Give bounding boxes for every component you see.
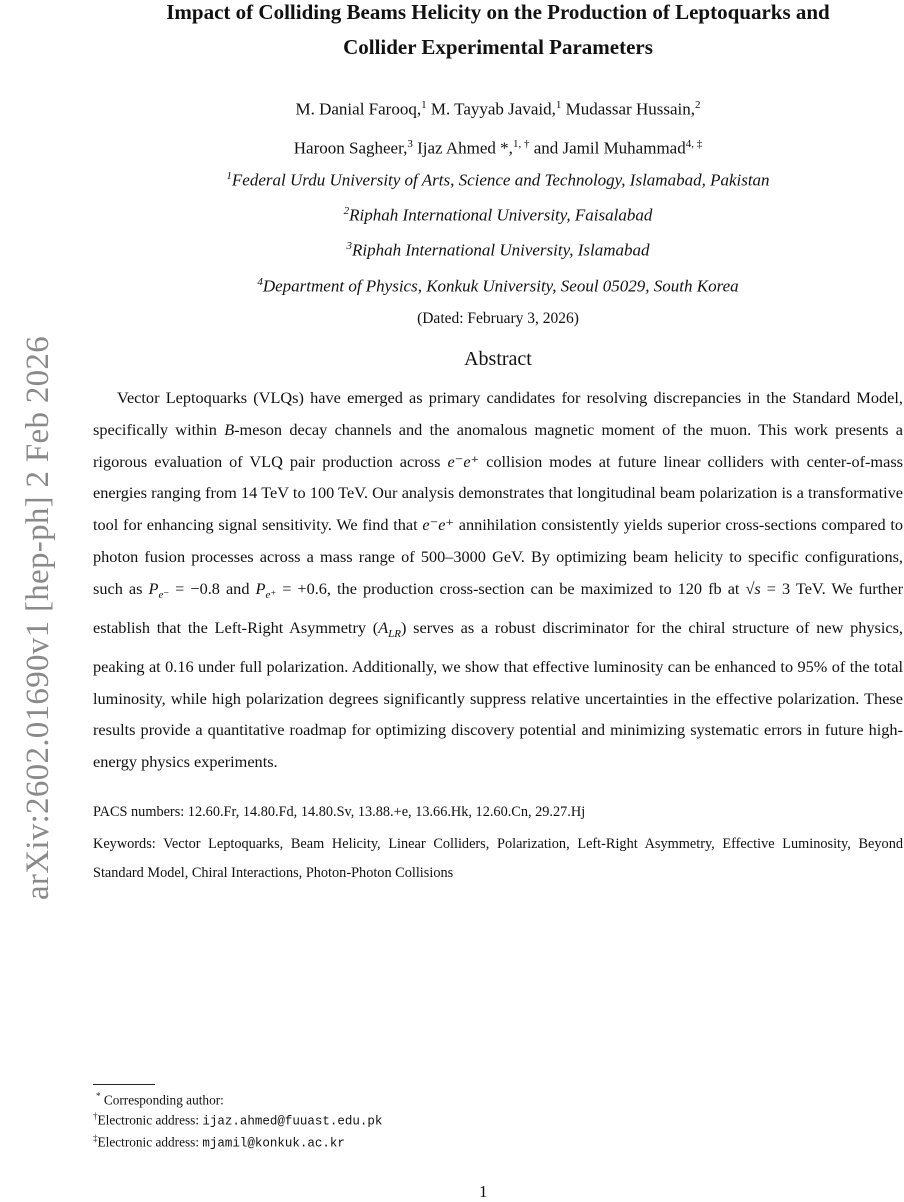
affiliation-1 bbox=[92, 170, 904, 191]
email-link[interactable]: ijaz.ahmed@fuuast.edu.pk bbox=[202, 1114, 383, 1129]
affiliation-mark: 2 bbox=[343, 205, 350, 217]
author-name: Ijaz Ahmed *, bbox=[412, 138, 513, 158]
author-name: M. Tayyab Javaid, bbox=[426, 99, 556, 119]
math-subscript: LR bbox=[388, 628, 401, 641]
math-symbol: P bbox=[148, 578, 159, 598]
affiliation-text: Federal Urdu University of Arts, Science and Technology, Islamabad, Pakistan bbox=[231, 170, 770, 190]
page-number: 1 bbox=[479, 1182, 488, 1201]
pacs-numbers: PACS numbers: 12.60.Fr, 14.80.Fd, 14.80.Sv, 13.88.+e, 13.66.Hk, 12.60.Cn, 29.27.Hj bbox=[93, 804, 586, 820]
math-subscript: e⁻ bbox=[158, 589, 170, 602]
arxiv-margin-identifier: arXiv:2602.01690v1 [hep-ph] 2 Feb 2026 bbox=[20, 335, 56, 901]
math-subscript: e⁺ bbox=[265, 589, 277, 602]
abstract-heading: Abstract bbox=[464, 348, 532, 370]
author-name: M. Danial Farooq, bbox=[295, 99, 422, 119]
math-symbol: e⁻e⁺ bbox=[447, 451, 480, 471]
paper-title bbox=[92, 0, 904, 65]
footnote-text: Electronic address: bbox=[97, 1134, 203, 1150]
math-symbol: √s bbox=[745, 578, 761, 598]
footnote-mark: * bbox=[96, 1091, 101, 1101]
abstract-text: = −0.8 and bbox=[169, 578, 256, 598]
author-affiliation-mark: 4, ‡ bbox=[685, 137, 703, 150]
footnote-divider bbox=[93, 1084, 155, 1085]
abstract-text: ) serves as a robust discriminator for the chiral structure of new physics, peaking at 0.16 under full polarization. Additionally, we show that effective luminosity can be enhanced to 95% of the total luminosity, while high polarization degrees significantly suppress relative uncertainties in the effective polarization. These results provide a quantitative roadmap for optimizing discovery potential and minimizing systematic errors in future high-energy physics experiments. bbox=[93, 617, 903, 772]
keywords: Keywords: Vector Leptoquarks, Beam Helicity, Linear Colliders, Polarization, Left-Right Asymmetry, Effective Luminosity, Beyond Standard Model, Chiral Interactions, Photon-Photon Collisions bbox=[93, 836, 903, 881]
author-affiliation-mark: 1 bbox=[421, 99, 427, 111]
affiliation-text: Riphah International University, Faisalabad bbox=[349, 205, 653, 225]
authors-line-1 bbox=[92, 88, 904, 127]
footnote-mark: ‡ bbox=[93, 1133, 98, 1143]
footnote-corresponding-author bbox=[96, 1091, 224, 1108]
authors-line-2 bbox=[92, 127, 904, 166]
affiliation-3 bbox=[92, 240, 904, 261]
abstract-text: = +0.6, the production cross-section can be maximized to 120 fb at bbox=[276, 578, 746, 598]
footnote-text: Electronic address: bbox=[97, 1112, 203, 1128]
footnote-mark: † bbox=[93, 1111, 98, 1121]
abstract-body bbox=[93, 382, 903, 778]
affiliation-mark: 4 bbox=[257, 276, 263, 288]
abstract-text: -meson decay channels and the anomalous magnetic moment of the muon. This work presents a rigorous evaluation of VLQ pair production across bbox=[93, 419, 903, 471]
author-affiliation-mark: 2 bbox=[695, 99, 701, 111]
affiliation-4 bbox=[92, 276, 904, 297]
author-affiliation-mark: 1, † bbox=[512, 137, 530, 150]
footnote-email-1 bbox=[93, 1111, 382, 1128]
affiliation-text: Riphah International University, Islamabad bbox=[352, 240, 650, 260]
email-link[interactable]: mjamil@konkuk.ac.kr bbox=[202, 1136, 345, 1151]
affiliation-mark: 3 bbox=[346, 240, 352, 252]
author-name: Haroon Sagheer, bbox=[293, 138, 408, 158]
author-affiliation-mark: 1 bbox=[555, 99, 562, 111]
author-name: Mudassar Hussain, bbox=[561, 99, 695, 119]
abstract-text: annihilation consistently yields superior cross-sections compared to photon fusion processes across a mass range of 500–3000 GeV. By optimizing beam helicity to specific configurations, such as bbox=[93, 515, 903, 598]
footnote-email-2 bbox=[93, 1133, 345, 1150]
abstract-text: Vector Leptoquarks (VLQs) have emerged as primary candidates for resolving discrepancies in the Standard Model, specifically within bbox=[93, 388, 903, 439]
affiliation-mark: 1 bbox=[226, 170, 232, 182]
math-symbol: B bbox=[224, 419, 235, 439]
math-symbol: e⁻e⁺ bbox=[422, 515, 455, 535]
author-name: and Jamil Muhammad bbox=[529, 138, 686, 158]
author-list bbox=[92, 88, 904, 165]
abstract-text: collision modes at future linear colliders with center-of-mass energies ranging from 14 TeV to 100 TeV. Our analysis demonstrates that longitudinal beam polarization is a transformative tool for enhancing signal sensitivity. We find that bbox=[93, 451, 903, 535]
title-line-1: Impact of Colliding Beams Helicity on the Production of Leptoquarks and bbox=[166, 0, 830, 24]
math-symbol: P bbox=[255, 578, 266, 598]
author-affiliation-mark: 3 bbox=[407, 137, 413, 150]
math-symbol: A bbox=[378, 617, 389, 637]
affiliation-2 bbox=[92, 205, 904, 226]
title-line-2: Collider Experimental Parameters bbox=[343, 35, 653, 59]
abstract-text: = 3 TeV. We further establish that the Left-Right Asymmetry ( bbox=[93, 578, 904, 637]
dated-line: (Dated: February 3, 2026) bbox=[417, 310, 579, 327]
footnote-text: Corresponding author: bbox=[100, 1092, 224, 1108]
affiliation-text: Department of Physics, Konkuk University, Seoul 05029, South Korea bbox=[262, 276, 739, 296]
